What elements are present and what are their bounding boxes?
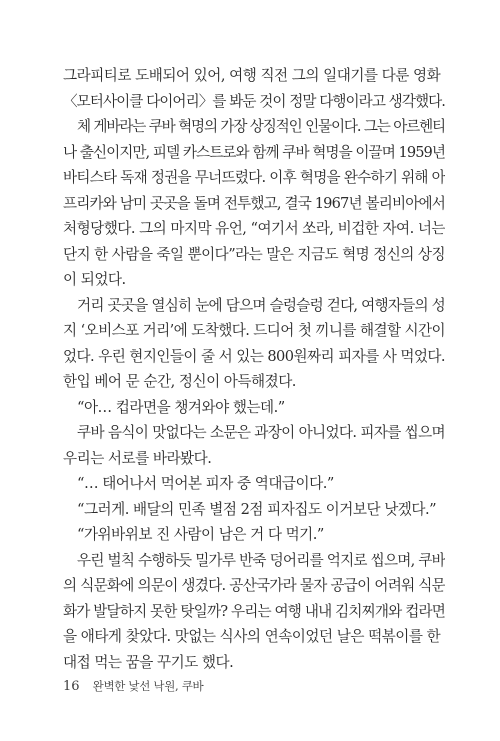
text-line: 단지 한 사람을 죽일 뿐이다”라는 말은 지금도 혁명 정신의 상징 [63,245,445,263]
text-line: 이 되었다. [63,271,126,288]
text-line: 었다. 우린 현지인들이 줄 서 있는 800원짜리 피자를 사 먹었다. [63,347,445,365]
text-line: 화가 발달하지 못한 탓일까? 우리는 여행 내내 김치찌개와 컵라면 [63,602,445,620]
text-line: 한입 베어 문 순간, 정신이 아득해졌다. [63,373,296,390]
text-line: “… 태어나서 먹어본 피자 중 역대급이다.” [77,475,334,492]
text-line: 대접 먹는 꿈을 꾸기도 했다. [63,653,234,671]
running-title: 완벽한 낯선 낙원, 쿠바 [92,679,204,693]
text-line: “그러게. 배달의 민족 별점 2점 피자집도 이거보단 낫겠다.” [77,500,437,518]
text-line: 지 ‘오비스포 거리’에 도착했다. 드디어 첫 끼니를 해결할 시간이 [63,322,445,339]
text-line: 우리는 서로를 바라봤다. [63,449,212,467]
text-line: 처형당했다. 그의 마지막 유언, “여기서 쏘라, 비겁한 자여. 너는 [63,220,445,237]
text-line: 바티스타 독재 정권을 무너뜨렸다. 이후 혁명을 완수하기 위해 아 [63,169,445,186]
text-line: 프리카와 남미 곳곳을 돌며 전투했고, 결국 1967년 볼리비아에서 [63,194,445,212]
text-line: 쿠바 음식이 맛없다는 소문은 과장이 아니었다. 피자를 씹으며 [77,424,445,441]
text-line: 우린 벌칙 수행하듯 밀가루 반죽 덩어리를 억지로 씹으며, 쿠바 [77,551,445,569]
text-line: 나 출신이지만, 피델 카스트로와 함께 쿠바 혁명을 이끌며 1959년 [63,143,445,161]
page-footer [63,675,203,694]
page-number: 16 [63,679,80,694]
body-text [63,63,445,675]
text-line: 그라피티로 도배되어 있어, 여행 직전 그의 일대기를 다룬 영화 [63,67,441,84]
text-line: 을 애타게 찾았다. 맛없는 식사의 연속이었던 날은 떡볶이를 한 [63,628,441,645]
text-line: 체 게바라는 쿠바 혁명의 가장 상징적인 인물이다. 그는 아르헨티 [77,118,445,135]
text-line: “가위바위보 진 사람이 남은 거 다 먹기.” [77,526,324,543]
text-line: “아… 컵라면을 챙겨와야 했는데.” [77,398,285,416]
text-line: 거리 곳곳을 열심히 눈에 담으며 슬렁슬렁 걷다, 여행자들의 성 [77,296,445,314]
text-line: 〈모터사이클 다이어리〉를 봐둔 것이 정말 다행이라고 생각했다. [63,92,445,110]
text-line: 의 식문화에 의문이 생겼다. 공산국가라 물자 공급이 어려워 식문 [63,577,445,594]
